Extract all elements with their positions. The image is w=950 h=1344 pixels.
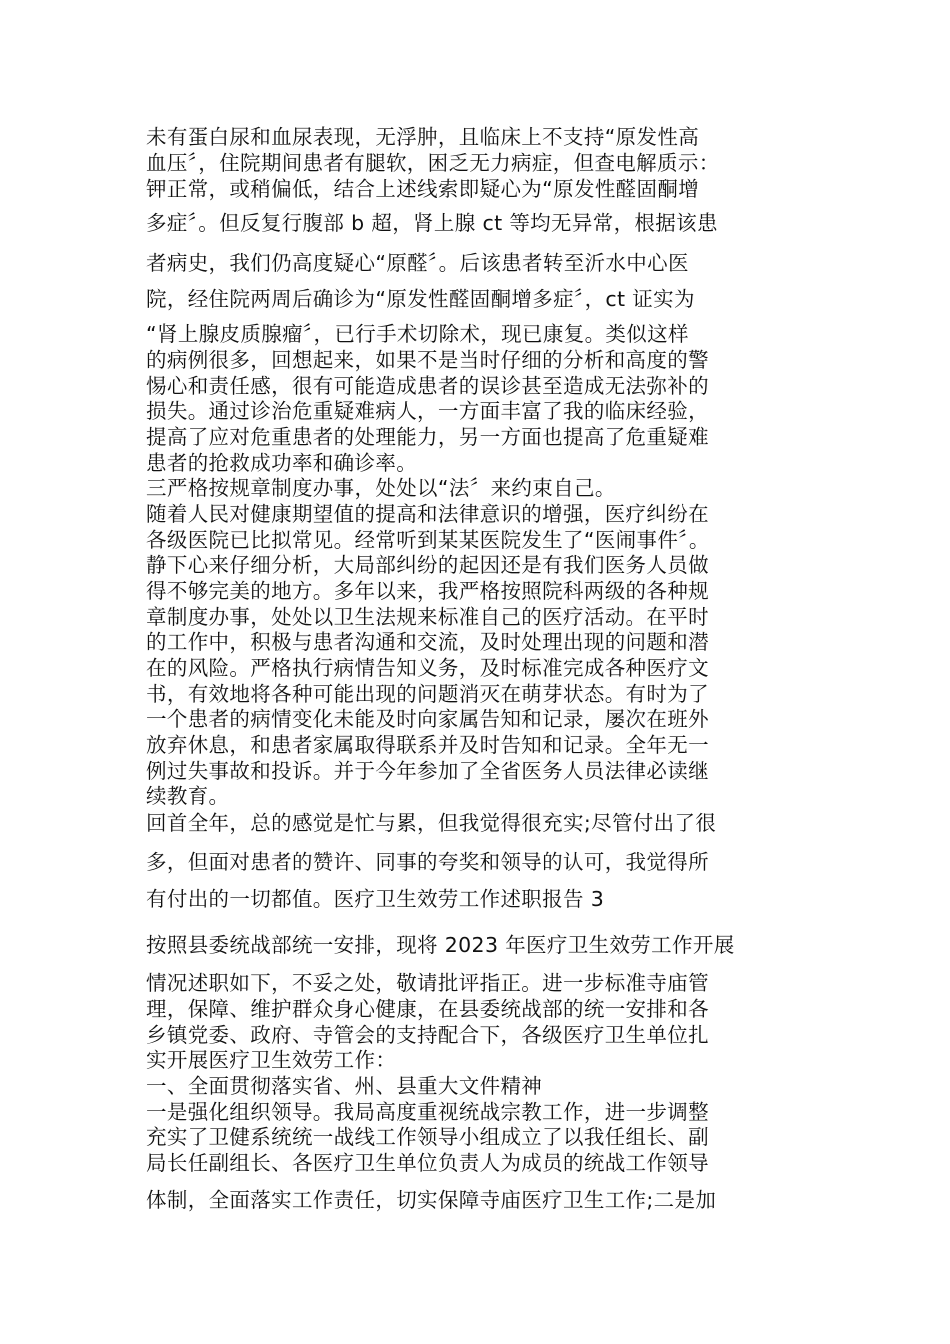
- text-line: 得不够完美的地方。多年以来，我严格按照院科两级的各种规: [146, 579, 709, 603]
- text-line: 患者的抢救成功率和确诊率。: [146, 451, 418, 475]
- text-line: 在的风险。严格执行病情告知义务，及时标准完成各种医疗文: [146, 656, 709, 680]
- text-line: 多症〞。但反复行腹部 b 超，肾上腺 ct 等均无异常，根据该患: [146, 211, 718, 235]
- text-line: 续教育。: [146, 784, 230, 808]
- text-line: 随着人民对健康期望值的提高和法律意识的增强，医疗纠纷在: [146, 502, 709, 526]
- text-line: 提高了应对危重患者的处理能力，另一方面也提高了危重疑难: [146, 425, 709, 449]
- text-line: 放弃休息，和患者家属取得联系并及时告知和记录。全年无一: [146, 733, 709, 757]
- text-line: 钾正常，或稍偏低，结合上述线索即疑心为“原发性醛固酮增: [146, 177, 700, 201]
- text-line: 按照县委统战部统一安排，现将 2023 年医疗卫生效劳工作开展: [146, 933, 735, 957]
- text-line: 者病史，我们仍高度疑心“原醛〞。后该患者转至沂水中心医: [146, 251, 689, 275]
- text-line: 静下心来仔细分析，大局部纠纷的起因还是有我们医务人员做: [146, 553, 709, 577]
- text-line: 实开展医疗卫生效劳工作：: [146, 1048, 397, 1072]
- text-line: 损失。通过诊治危重疑难病人，一方面丰富了我的临床经验，: [146, 399, 709, 423]
- text-line: 理，保障、维护群众身心健康，在县委统战部的统一安排和各: [146, 997, 709, 1021]
- text-line: 有付出的一切都值。医疗卫生效劳工作述职报告 3: [146, 887, 605, 911]
- text-line: 未有蛋白尿和血尿表现，无浮肿，且临床上不支持“原发性高: [146, 125, 700, 149]
- text-line: 乡镇党委、政府、寺管会的支持配合下，各级医疗卫生单位扎: [146, 1023, 709, 1047]
- text-line: 局长任副组长、各医疗卫生单位负责人为成员的统战工作领导: [146, 1151, 709, 1175]
- text-line: 院，经住院两周后确诊为“原发性醛固酮增多症〞，ct 证实为: [146, 287, 695, 311]
- text-line: 充实了卫健系统统一战线工作领导小组成立了以我任组长、副: [146, 1125, 709, 1149]
- text-line: 情况述职如下，不妥之处，敬请批评指正。进一步标准寺庙管: [146, 971, 709, 995]
- text-line: 回首全年，总的感觉是忙与累，但我觉得很充实;尽管付出了很: [146, 811, 717, 835]
- text-line: 的工作中，积极与患者沟通和交流，及时处理出现的问题和潜: [146, 630, 709, 654]
- text-line: 一个患者的病情变化未能及时向家属告知和记录，屡次在班外: [146, 707, 709, 731]
- text-line: 血压〞，住院期间患者有腿软，困乏无力病症，但查电解质示：: [146, 151, 720, 175]
- text-line: 的病例很多，回想起来，如果不是当时仔细的分析和高度的警: [146, 348, 709, 372]
- text-line: 一是强化组织领导。我局高度重视统战宗教工作，进一步调整: [146, 1100, 709, 1124]
- section-heading: 一、全面贯彻落实省、州、县重大文件精神: [146, 1074, 543, 1098]
- text-line: “肾上腺皮质腺瘤〞，已行手术切除术，现已康复。类似这样: [146, 322, 689, 346]
- text-line: 体制，全面落实工作责任，切实保障寺庙医疗卫生工作;二是加: [146, 1188, 717, 1212]
- text-line: 书，有效地将各种可能出现的问题消灭在萌芽状态。有时为了: [146, 682, 709, 706]
- text-line: 章制度办事，处处以卫生法规来标准自己的医疗活动。在平时: [146, 605, 709, 629]
- text-line: 多，但面对患者的赞许、同事的夸奖和领导的认可，我觉得所: [146, 850, 709, 874]
- text-line: 各级医院已比拟常见。经常听到某某医院发生了“医闹事件〞。: [146, 528, 710, 552]
- text-line: 例过失事故和投诉。并于今年参加了全省医务人员法律必读继: [146, 759, 709, 783]
- section-heading: 三严格按规章制度办事，处处以“法〞来约束自己。: [146, 476, 616, 500]
- text-line: 惕心和责任感，很有可能造成患者的误诊甚至造成无法弥补的: [146, 374, 709, 398]
